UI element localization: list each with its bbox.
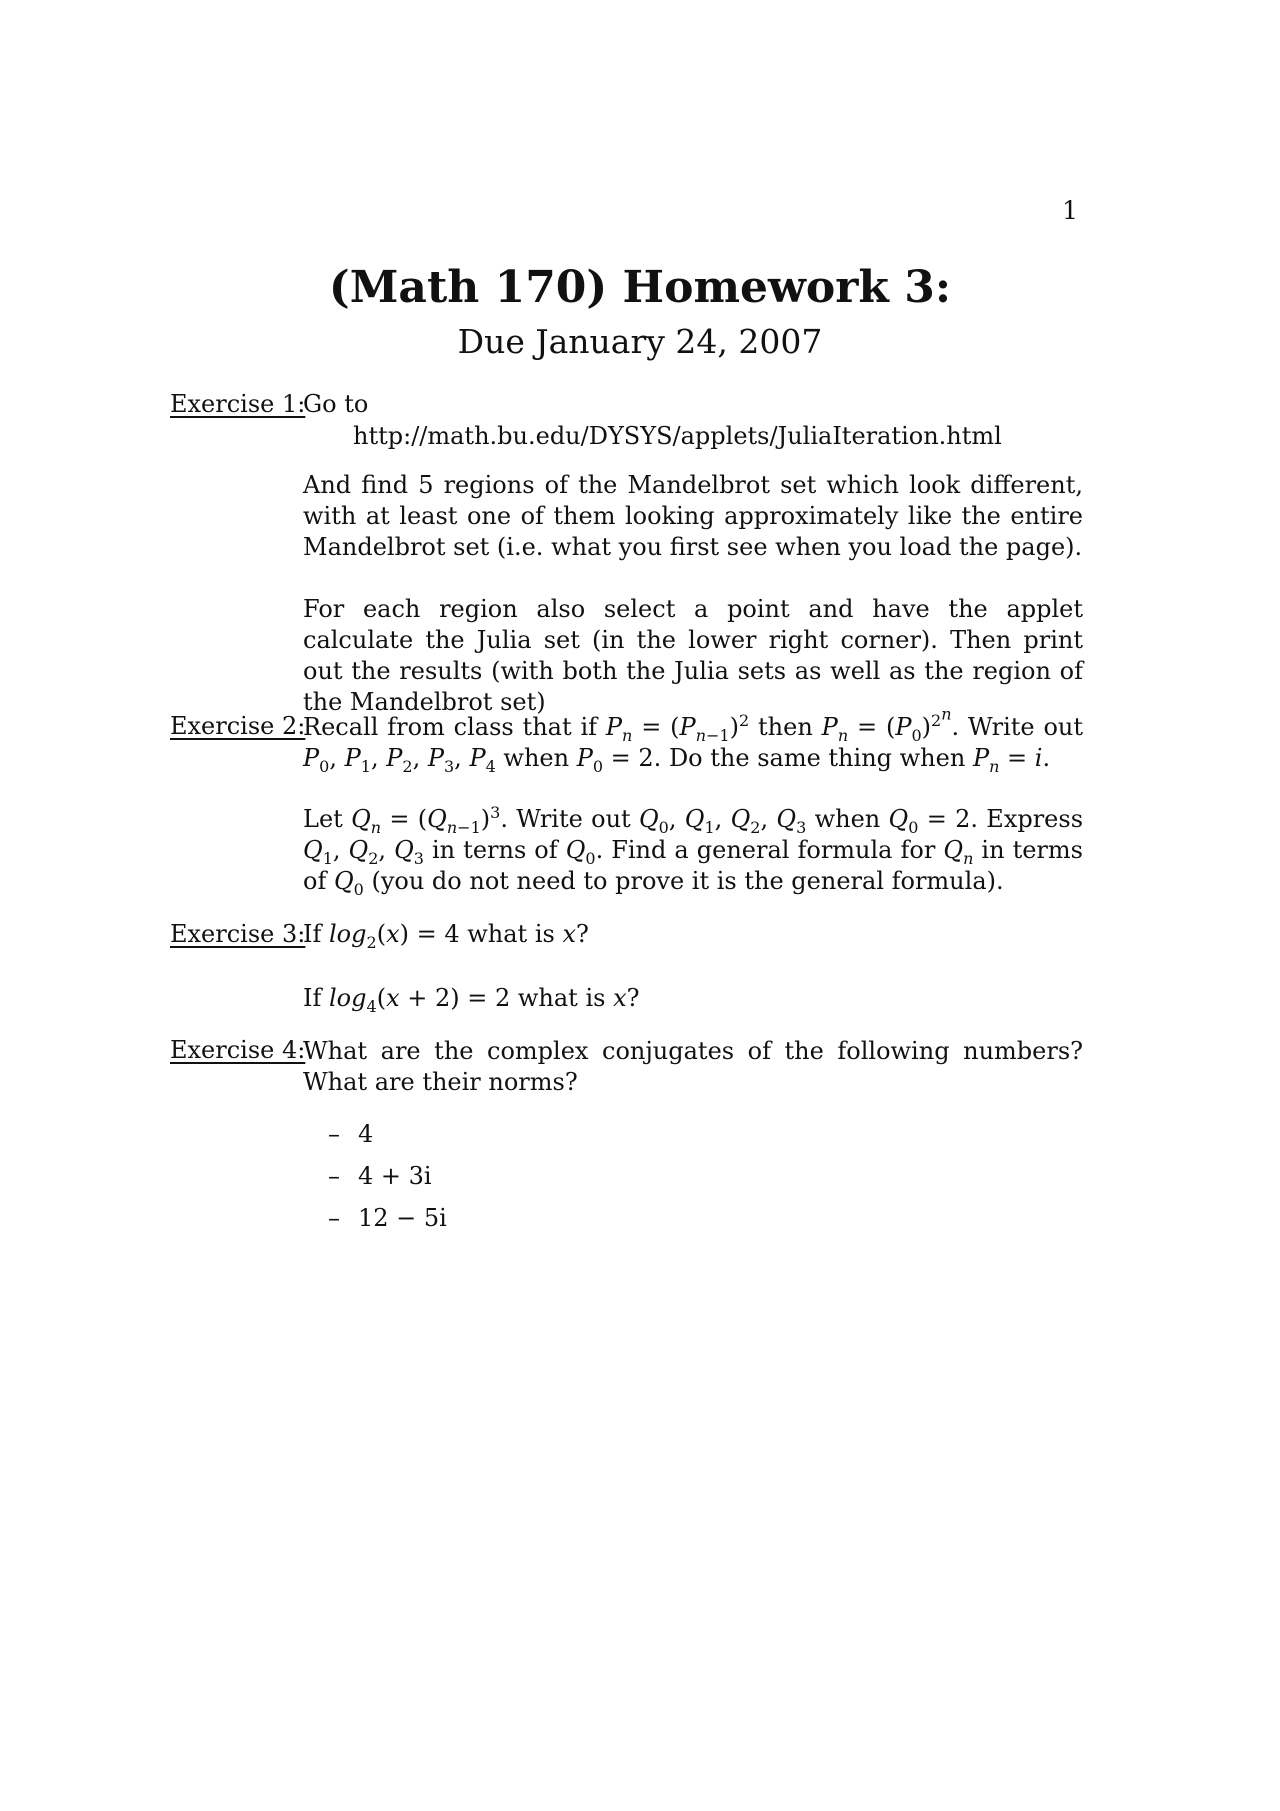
page-number: 1 — [1062, 196, 1078, 225]
exercise-4-question: What are the complex conjugates of the following numbers? What are their norms? — [303, 1037, 1083, 1096]
exercise-2-paragraph-2: Let $Q_n = (Q_{n-1})^3$. Write out $Q_0$, $Q_1$, $Q_2$, $Q_3$ when $Q_0 = 2$. Express $Q_1$, $Q_2$, $Q_3$ in terns of $Q_0$. Find a general formula for $Q_n$ in terms of $Q_0$ (you do not need to prove it is the general formula). — [303, 803, 1084, 899]
list-item — [328, 1204, 447, 1232]
exercise-3-label: Exercise 3: — [170, 920, 306, 948]
exercise-1-url[interactable]: http://math.bu.edu/DYSYS/applets/JuliaIteration.html — [353, 422, 1002, 450]
exercise-2-paragraph-1: Recall from class that if $P_n = (P_{n-1})^2$ then $P_n = (P_0)^{2^n}$. Write out $P_0$, $P_1$, $P_2$, $P_3$, $P_4$ when $P_0 = 2$. Do the same thing when $P_n = i$. — [303, 704, 1084, 776]
exercise-2-label: Exercise 2: — [170, 712, 306, 740]
list-bullet: – — [328, 1162, 340, 1190]
exercise-3-question-2: If $\log_4(x + 2) = 2$ what is x? — [303, 984, 640, 1016]
list-item-text: 4 — [358, 1120, 374, 1148]
list-item-text: 12 − 5i — [358, 1204, 447, 1232]
exercise-1-intro: Go to — [303, 390, 369, 418]
exercise-4-label: Exercise 4: — [170, 1036, 306, 1064]
exercise-1-paragraph-1: And find 5 regions of the Mandelbrot set which look different, with at least one of them looking approximately like the entire Mandelbrot set (i.e. what you first see when you load the page). — [303, 471, 1083, 561]
list-bullet: – — [328, 1204, 340, 1232]
list-bullet: – — [328, 1120, 340, 1148]
exercise-1-label: Exercise 1: — [170, 390, 306, 418]
exercise-1-paragraph-2: For each region also select a point and have the applet calculate the Julia set (in the lower right corner). Then print out the results (with both the Julia sets as well as the region of the Mandelbrot set) — [303, 595, 1083, 716]
page-title: (Math 170) Homework 3: — [328, 262, 952, 313]
list-item — [328, 1120, 373, 1148]
exercise-3-question-1: If $\log_2(x) = 4$ what is x? — [303, 920, 589, 952]
list-item — [328, 1162, 432, 1190]
due-date: Due January 24, 2007 — [457, 322, 823, 361]
list-item-text: 4 + 3i — [358, 1162, 432, 1190]
